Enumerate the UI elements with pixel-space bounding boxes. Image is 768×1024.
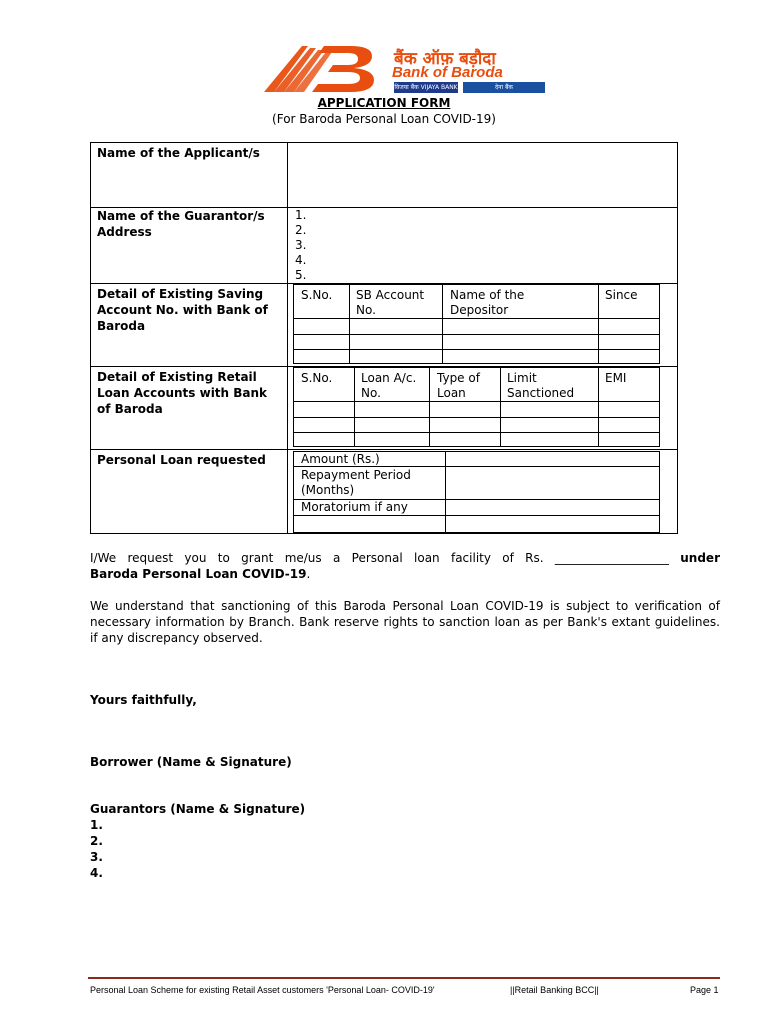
saving-header-depositor: Name of the xyxy=(450,288,525,302)
bank-name-english: Bank of Baroda xyxy=(392,64,503,81)
retail-loan-subtable xyxy=(293,367,660,447)
retail-header-limit: Sanctioned xyxy=(507,386,575,400)
guarantor-number: 3. xyxy=(295,238,307,252)
retail-header-loan-ac: No. xyxy=(361,386,381,400)
amount-field[interactable] xyxy=(446,452,659,466)
repayment-label: Repayment Period xyxy=(301,468,411,482)
vijaya-bank-badge: विजया बैंक VIJAYA BANK xyxy=(394,84,458,91)
closing-text: Yours faithfully, xyxy=(90,693,197,707)
guarantor-sign-number: 3. xyxy=(90,850,103,864)
saving-header-since: Since xyxy=(605,288,638,302)
personal-loan-subtable xyxy=(293,451,660,533)
applicant-name-field[interactable] xyxy=(288,143,677,207)
guarantor-number: 4. xyxy=(295,253,307,267)
guarantors-signature-label: Guarantors (Name & Signature) xyxy=(90,802,306,816)
saving-header-account: No. xyxy=(356,303,376,317)
row-divider xyxy=(91,449,677,450)
personal-loan-label: Personal Loan requested xyxy=(97,453,266,467)
bank-name-hindi: बैंक ऑफ़ बड़ौदा xyxy=(394,49,496,69)
guarantor-sign-number: 2. xyxy=(90,834,103,848)
borrower-signature-label: Borrower (Name & Signature) xyxy=(90,755,292,769)
saving-header-account: SB Account xyxy=(356,288,425,302)
guarantor-label: Name of the Guarantor/s xyxy=(97,209,265,223)
footer-scheme-text: Personal Loan Scheme for existing Retail Asset customers 'Personal Loan- COVID-19' xyxy=(90,985,435,995)
guarantor-sign-number: 1. xyxy=(90,818,103,832)
retail-header-type: Loan xyxy=(437,386,466,400)
form-subtitle: (For Baroda Personal Loan COVID-19) xyxy=(272,112,496,126)
understanding-paragraph: We understand that sanctioning of this Baroda Personal Loan COVID-19 is subject to verification of necessary information by Branch. Bank reserve rights to sanction loan as per Bank's extant guidelines. if any discrepancy observed. xyxy=(90,599,720,645)
bank-of-baroda-logo-icon xyxy=(262,44,377,94)
application-table xyxy=(90,142,678,534)
retail-header-sno: S.No. xyxy=(301,371,333,385)
retail-header-type: Type of xyxy=(437,371,480,385)
request-under: under xyxy=(680,551,720,565)
retail-loan-label: Detail of Existing Retail xyxy=(97,370,257,384)
guarantor-address-label: Address xyxy=(97,225,152,239)
request-paragraph xyxy=(90,550,720,582)
saving-account-label: Baroda xyxy=(97,319,146,333)
saving-header-sno: S.No. xyxy=(301,288,333,302)
request-scheme: Baroda Personal Loan COVID-19 xyxy=(90,567,307,581)
applicant-label: Name of the Applicant/s xyxy=(97,146,260,160)
saving-account-subtable xyxy=(293,284,660,364)
retail-loan-label: Loan Accounts with Bank xyxy=(97,386,268,400)
repayment-field[interactable] xyxy=(446,467,659,499)
moratorium-label: Moratorium if any xyxy=(301,500,408,514)
request-text: I/We request you to grant me/us a Personal loan facility of Rs. ___________________ xyxy=(90,551,669,565)
moratorium-field[interactable] xyxy=(446,500,659,515)
retail-header-limit: Limit xyxy=(507,371,537,385)
guarantor-number: 2. xyxy=(295,223,307,237)
dena-bank-badge: देना बैंक xyxy=(463,82,545,93)
repayment-label: (Months) xyxy=(301,483,355,497)
request-end: . xyxy=(306,567,311,581)
form-title: APPLICATION FORM xyxy=(317,96,451,110)
guarantor-number: 1. xyxy=(295,208,307,222)
retail-loan-label: of Baroda xyxy=(97,402,163,416)
footer-rule xyxy=(88,977,720,979)
retail-header-loan-ac: Loan A/c. xyxy=(361,371,417,385)
guarantor-number: 5. xyxy=(295,268,307,282)
footer-page-number: Page 1 xyxy=(690,985,719,995)
retail-header-emi: EMI xyxy=(605,371,627,385)
saving-account-label: Detail of Existing Saving xyxy=(97,287,264,301)
amount-label: Amount (Rs.) xyxy=(301,452,380,466)
saving-account-label: Account No. with Bank of xyxy=(97,303,268,317)
guarantor-sign-number: 4. xyxy=(90,866,103,880)
footer-department: ||Retail Banking BCC|| xyxy=(510,985,599,995)
saving-header-depositor: Depositor xyxy=(450,303,509,317)
